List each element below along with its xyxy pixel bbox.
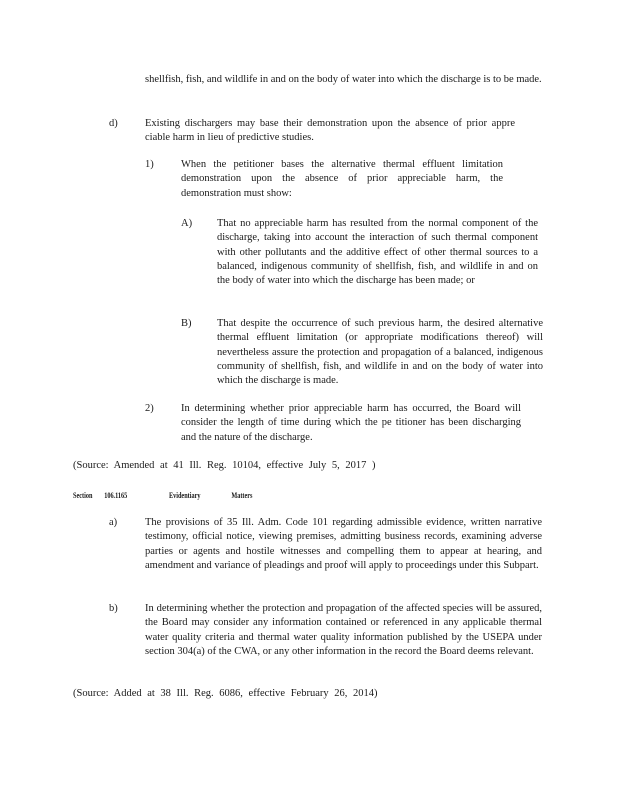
item-a-paragraph: The provisions of 35 Ill. Adm. Code 101 regarding admissible evidence, written narrative testimony, official notice, viewing premises, admitting business records, examining adverse parties or agents and hostile witnesses and compelling them to appear at hearing, and amendment and variance of pleadings and proof will apply to proceedings under this Subpart. — [145, 517, 542, 571]
item-d1-paragraph: When the petitioner bases the alternative thermal effluent limitation demonstration upon the absence of prior appreciable harm, the demonstration must show: — [181, 159, 503, 199]
item-a-label: a) — [109, 517, 118, 528]
item-d1a-label: A) — [181, 218, 193, 229]
source-note-amended: (Source: Amended at 41 Ill. Reg. 10104, effective July 5, 2017 ) — [73, 460, 376, 471]
section-title: Evidentiary — [168, 491, 201, 500]
item-d1a-paragraph: That no appreciable harm has resulted from the normal component of the discharge, taking into account the interaction of such thermal component with other pollutants and the additive effect of other thermal sources to a balanced, indigenous community of shellfish, fish, and wildlife in and on the body of water into which the discharge has been made; or — [217, 218, 538, 287]
section-title-2: Matters — [231, 491, 253, 500]
item-b-paragraph: In determining whether the protection and propagation of the affected species will be assured, the Board may consider any information contained or referenced in any applicable thermal water quality criteria and thermal water quality information published by the USEPA under section 304(a) of the CWA, or any other information in the record the Board deems relevant. — [145, 603, 542, 657]
item-d2-paragraph: In determining whether prior appreciable harm has occurred, the Board will consider the length of time during which the pe titioner has been discharging and the nature of the discharge. — [181, 403, 521, 443]
item-d-paragraph: Existing dischargers may base their demonstration upon the absence of prior appre ciable harm in lieu of predictive studies. — [145, 118, 515, 144]
section-number: 106.1165 — [104, 491, 128, 500]
section-label: Section — [73, 491, 93, 500]
continuation-paragraph: shellfish, fish, and wildlife in and on the body of water into which the discharge is to be made. — [145, 74, 542, 85]
item-d1b-paragraph: That despite the occurrence of such previous harm, the desired alternative thermal effluent limitation (or appropriate modifications thereof) will nevertheless assure the protection and propagation of a balanced, indigenous community of shellfish, fish, and wildlife in and on the body of water into which the discharge is made. — [217, 318, 543, 387]
item-d1b-label: B) — [181, 318, 192, 329]
section-heading — [73, 489, 307, 503]
item-d1-label: 1) — [145, 159, 154, 170]
item-d2-label: 2) — [145, 403, 154, 414]
item-d-label: d) — [109, 118, 118, 129]
item-b-label: b) — [109, 603, 118, 614]
source-note-added: (Source: Added at 38 Ill. Reg. 6086, effective February 26, 2014) — [73, 688, 378, 699]
